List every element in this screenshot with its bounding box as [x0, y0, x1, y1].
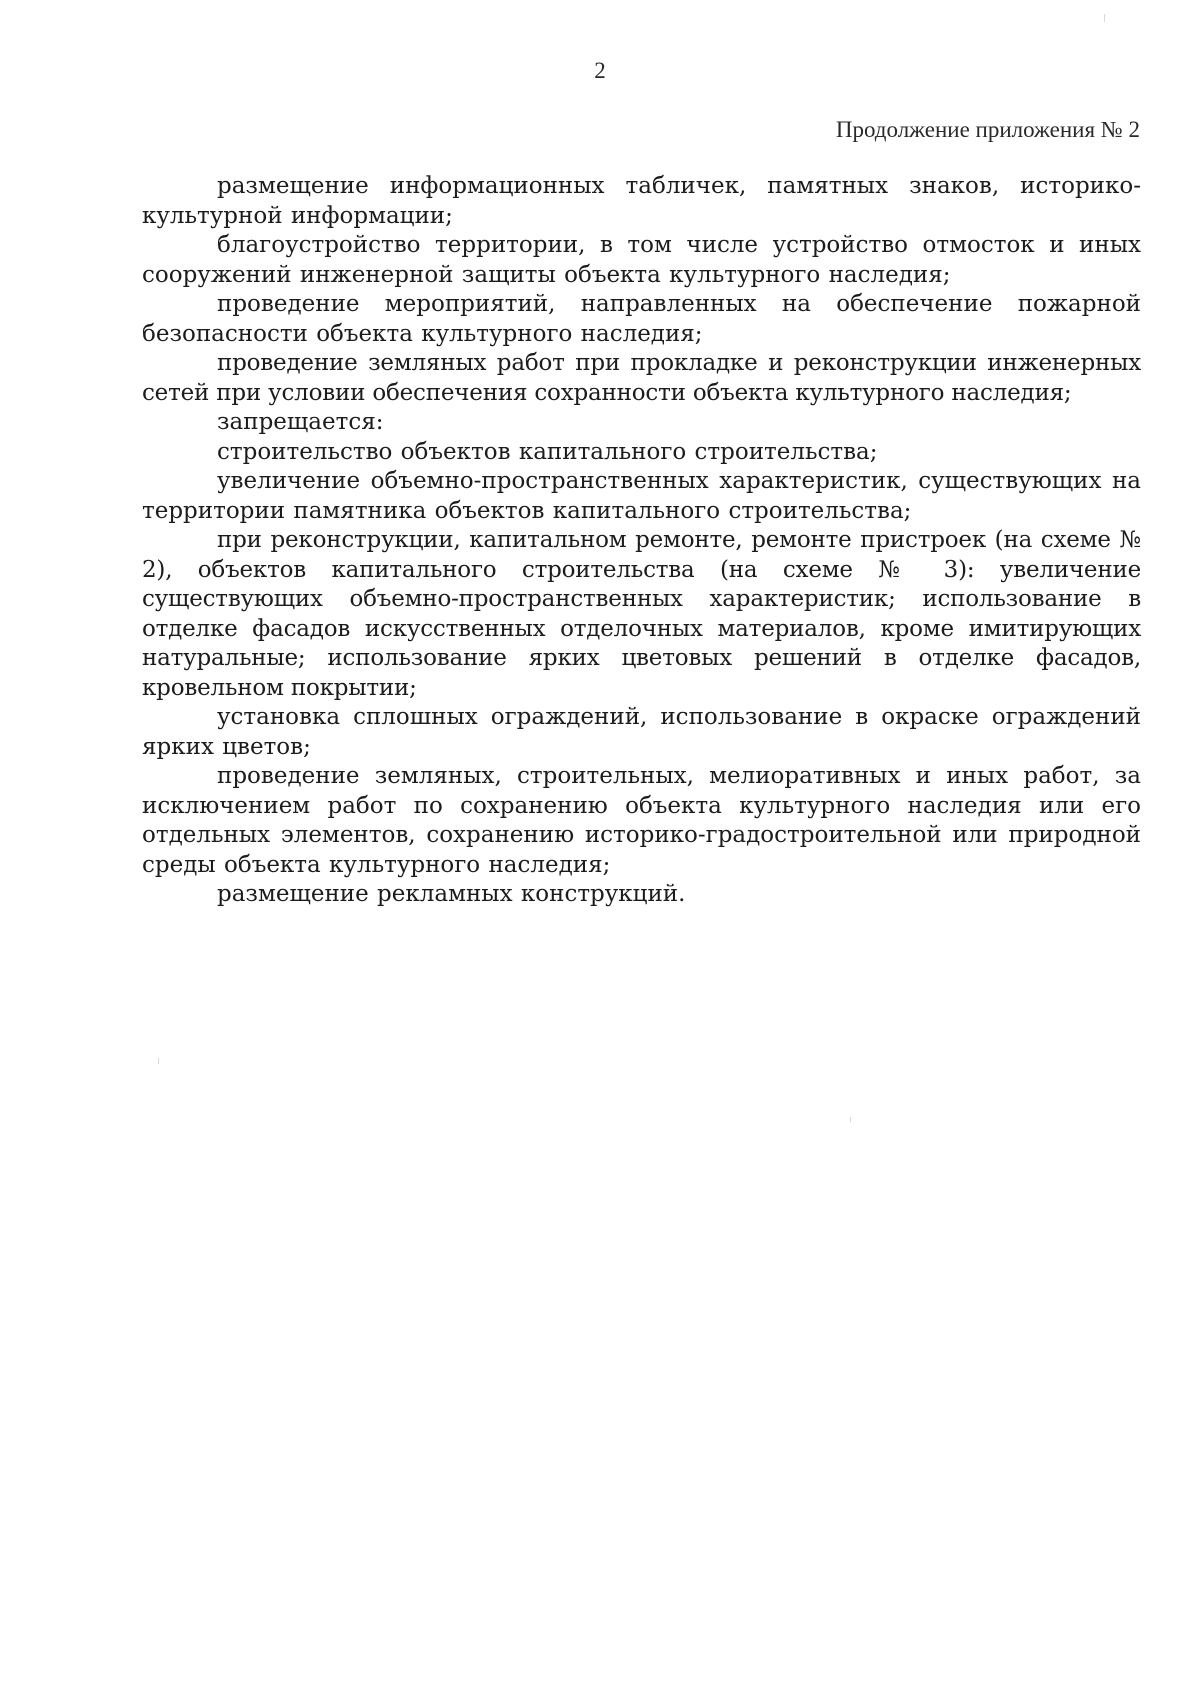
paragraph-permitted-fire-safety: проведение мероприятий, направленных на обеспечение пожарной безопасности объекта культурного наследия; — [142, 291, 1141, 347]
scan-artifact — [158, 1058, 159, 1064]
paragraph-permitted-landscaping: благоустройство территории, в том числе устройство отмосток и иных сооружений инженерной защиты объекта культурного наследия; — [142, 232, 1141, 288]
appendix-label: Продолжение приложения № 2 — [835, 117, 1140, 142]
paragraph-permitted-signs: размещение информационных табличек, памятных знаков, историко-культурной информации; — [142, 173, 1141, 229]
paragraph-prohibited-fences: установка сплошных ограждений, использование в окраске ограждений ярких цветов; — [142, 704, 1141, 760]
paragraph-prohibited-construction: строительство объектов капитального строительства; — [217, 438, 878, 465]
paragraph-prohibited-works: проведение земляных, строительных, мелиоративных и иных работ, за исключением работ по сохранению объекта культурного наследия или его отдельных элементов, сохранению историко-градостроительной или природной среды объекта культурного наследия; — [142, 763, 1141, 878]
paragraph-prohibited-heading: запрещается: — [217, 409, 384, 435]
paragraph-permitted-earthworks: проведение земляных работ при прокладке и реконструкции инженерных сетей при условии обеспечения сохранности объекта культурного наследия; — [142, 350, 1141, 406]
scan-artifact — [850, 1117, 851, 1122]
paragraph-prohibited-reconstruction: при реконструкции, капитальном ремонте, ремонте пристроек (на схеме № 2), объектов капитального строительства (на схеме № 3): увеличение существующих объемно-пространственных характеристик; использование в отделке фасадов искусственных отделочных материалов, кроме имитирующих натуральные; использование ярких цветовых решений в отделке фасадов, кровельном покрытии; — [142, 527, 1141, 701]
paragraph-prohibited-advertising: размещение рекламных конструкций. — [217, 881, 686, 907]
scan-artifact — [1104, 14, 1105, 22]
document-body — [142, 172, 1141, 910]
page-number: 2 — [594, 58, 606, 83]
paragraph-prohibited-volume-increase: увеличение объемно-пространственных характеристик, существующих на территории памятника объектов капитального строительства; — [142, 468, 1141, 524]
